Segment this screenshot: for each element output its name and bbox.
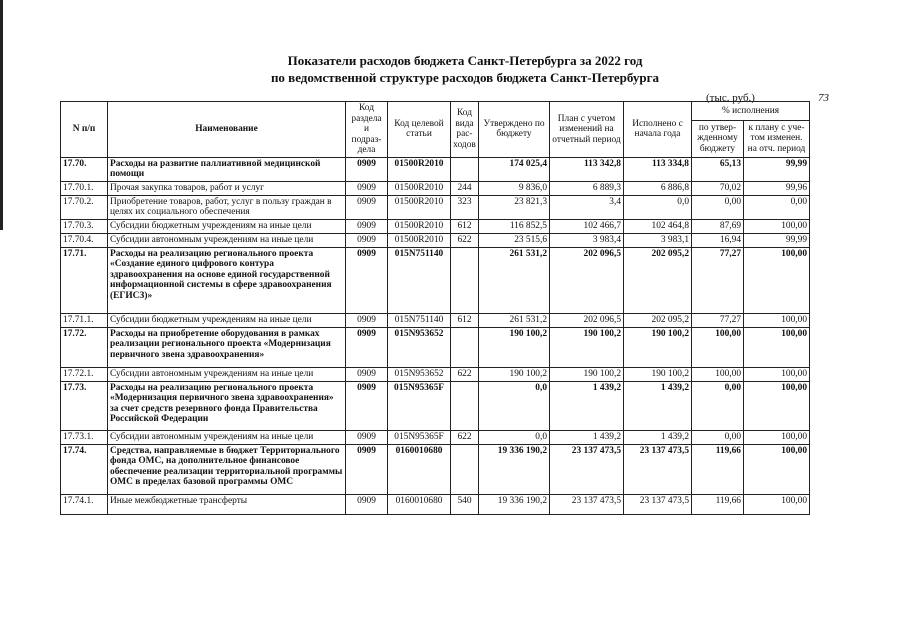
col-header-section: Код раздела и подраз-дела: [346, 102, 388, 158]
row-name: Субсидии автономным учреждениям на иные цели: [108, 430, 346, 444]
row-expense-type: 323: [451, 195, 479, 219]
row-name: Расходы на развитие паллиативной медицинской помощи: [108, 157, 346, 181]
row-pct-plan: 99,99: [744, 233, 810, 247]
col-header-plan: План с учетом изменений на отчетный период: [550, 102, 624, 158]
row-approved: 23 821,3: [479, 195, 550, 219]
row-number: 17.72.1.: [61, 367, 108, 381]
row-plan: 23 137 473,5: [550, 444, 624, 494]
row-expense-type: [451, 327, 479, 367]
row-expense-type: 612: [451, 219, 479, 233]
title-line-1: Показатели расходов бюджета Санкт-Петербурга за 2022 год: [287, 53, 643, 68]
row-executed: 190 100,2: [624, 327, 692, 367]
col-header-target: Код целевой статьи: [388, 102, 451, 158]
row-plan: 3 983,4: [550, 233, 624, 247]
table-row: [61, 181, 810, 195]
row-plan: 23 137 473,5: [550, 494, 624, 514]
row-section-code: 0909: [346, 313, 388, 327]
row-expense-type: 612: [451, 313, 479, 327]
row-executed: 190 100,2: [624, 367, 692, 381]
table-row: [61, 195, 810, 219]
row-executed: 6 886,8: [624, 181, 692, 195]
row-name: Иные межбюджетные трансферты: [108, 494, 346, 514]
page-number: 73: [818, 92, 829, 104]
row-executed: 1 439,2: [624, 430, 692, 444]
row-approved: 0,0: [479, 430, 550, 444]
row-expense-type: [451, 247, 479, 313]
row-name: Расходы на реализацию регионального проекта «Модернизация первичного звена здравоохранения» за счет средств резервного фонда Правительства Российской Федерации: [108, 381, 346, 430]
row-target-code: 01500R2010: [388, 195, 451, 219]
col-header-no: N п/п: [61, 102, 108, 158]
row-target-code: 01500R2010: [388, 219, 451, 233]
row-pct-plan: 99,96: [744, 181, 810, 195]
row-target-code: 015N95365F: [388, 381, 451, 430]
row-executed: 0,0: [624, 195, 692, 219]
table-row: [61, 494, 810, 514]
row-section-code: 0909: [346, 247, 388, 313]
table-row: [61, 381, 810, 430]
row-target-code: 0160010680: [388, 494, 451, 514]
row-executed: 202 095,2: [624, 313, 692, 327]
row-approved: 116 852,5: [479, 219, 550, 233]
row-section-code: 0909: [346, 494, 388, 514]
row-pct-plan: 99,99: [744, 157, 810, 181]
row-target-code: 015N953652: [388, 367, 451, 381]
row-executed: 23 137 473,5: [624, 494, 692, 514]
row-number: 17.70.4.: [61, 233, 108, 247]
scan-edge-mark: [0, 0, 3, 230]
row-pct-budget: 0,00: [692, 381, 744, 430]
title-line-2: по ведомственной структуре расходов бюджета Санкт-Петербурга: [270, 70, 660, 85]
row-target-code: 015N751140: [388, 247, 451, 313]
row-expense-type: 622: [451, 430, 479, 444]
row-pct-budget: 119,66: [692, 494, 744, 514]
row-number: 17.70.1.: [61, 181, 108, 195]
row-pct-budget: 100,00: [692, 367, 744, 381]
row-number: 17.73.: [61, 381, 108, 430]
row-number: 17.70.: [61, 157, 108, 181]
row-pct-plan: 100,00: [744, 219, 810, 233]
row-number: 17.74.: [61, 444, 108, 494]
row-name: Субсидии бюджетным учреждениям на иные цели: [108, 219, 346, 233]
table-row: [61, 367, 810, 381]
table-row: [61, 313, 810, 327]
row-approved: 261 531,2: [479, 247, 550, 313]
row-name: Субсидии автономным учреждениям на иные цели: [108, 367, 346, 381]
row-pct-plan: 100,00: [744, 430, 810, 444]
row-executed: 102 464,8: [624, 219, 692, 233]
row-name: Расходы на реализацию регионального проекта «Создание единого цифрового контура здравоохранения на основе единой государственной информационной системы в сфере здравоохранения (ЕГИСЗ)»: [108, 247, 346, 313]
row-pct-plan: 100,00: [744, 327, 810, 367]
row-plan: 190 100,2: [550, 367, 624, 381]
row-approved: 261 531,2: [479, 313, 550, 327]
row-pct-budget: 77,27: [692, 313, 744, 327]
row-target-code: 015N953652: [388, 327, 451, 367]
row-plan: 113 342,8: [550, 157, 624, 181]
row-target-code: 01500R2010: [388, 181, 451, 195]
row-target-code: 01500R2010: [388, 157, 451, 181]
row-target-code: 01500R2010: [388, 233, 451, 247]
row-approved: 190 100,2: [479, 327, 550, 367]
row-plan: 1 439,2: [550, 381, 624, 430]
row-name: Прочая закупка товаров, работ и услуг: [108, 181, 346, 195]
col-header-name: Наименование: [108, 102, 346, 158]
row-pct-plan: 100,00: [744, 247, 810, 313]
row-number: 17.71.1.: [61, 313, 108, 327]
row-pct-budget: 0,00: [692, 430, 744, 444]
row-section-code: 0909: [346, 157, 388, 181]
row-expense-type: [451, 381, 479, 430]
row-plan: 3,4: [550, 195, 624, 219]
row-pct-budget: 16,94: [692, 233, 744, 247]
row-plan: 6 889,3: [550, 181, 624, 195]
row-executed: 3 983,1: [624, 233, 692, 247]
row-pct-plan: 100,00: [744, 494, 810, 514]
row-plan: 1 439,2: [550, 430, 624, 444]
row-approved: 0,0: [479, 381, 550, 430]
row-expense-type: 540: [451, 494, 479, 514]
row-section-code: 0909: [346, 181, 388, 195]
row-name: Средства, направляемые в бюджет Территориального фонда ОМС, на дополнительное финансовое обеспечение реализации территориальной программы ОМС в пределах базовой программы ОМС: [108, 444, 346, 494]
row-executed: 202 095,2: [624, 247, 692, 313]
row-name: Субсидии автономным учреждениям на иные цели: [108, 233, 346, 247]
row-name: Приобретение товаров, работ, услуг в пользу граждан в целях их социального обеспечения: [108, 195, 346, 219]
row-name: Расходы на приобретение оборудования в рамках реализации регионального проекта «Модернизация первичного звена здравоохранения»: [108, 327, 346, 367]
table-row: [61, 430, 810, 444]
col-header-type: Код вида рас-ходов: [451, 102, 479, 158]
row-approved: 19 336 190,2: [479, 444, 550, 494]
row-section-code: 0909: [346, 430, 388, 444]
table-row: [61, 247, 810, 313]
table-row: [61, 157, 810, 181]
row-plan: 190 100,2: [550, 327, 624, 367]
row-plan: 202 096,5: [550, 313, 624, 327]
row-section-code: 0909: [346, 367, 388, 381]
row-executed: 1 439,2: [624, 381, 692, 430]
row-name: Субсидии бюджетным учреждениям на иные цели: [108, 313, 346, 327]
row-expense-type: 244: [451, 181, 479, 195]
row-section-code: 0909: [346, 233, 388, 247]
row-section-code: 0909: [346, 219, 388, 233]
row-pct-budget: 0,00: [692, 195, 744, 219]
col-header-pct-plan: к плану с уче-том изменен. на отч. период: [744, 120, 810, 157]
row-pct-plan: 100,00: [744, 367, 810, 381]
unit-label: (тыс. руб.): [706, 92, 755, 104]
row-number: 17.71.: [61, 247, 108, 313]
col-header-executed: Исполнено с начала года: [624, 102, 692, 158]
row-plan: 102 466,7: [550, 219, 624, 233]
row-pct-budget: 87,69: [692, 219, 744, 233]
col-header-pct-budget: по утвер-жденному бюджету: [692, 120, 744, 157]
col-header-percent-group: % исполнения: [692, 102, 810, 121]
row-plan: 202 096,5: [550, 247, 624, 313]
row-section-code: 0909: [346, 327, 388, 367]
row-number: 17.70.3.: [61, 219, 108, 233]
row-approved: 174 025,4: [479, 157, 550, 181]
row-expense-type: [451, 157, 479, 181]
table-row: [61, 444, 810, 494]
row-number: 17.72.: [61, 327, 108, 367]
row-approved: 9 836,0: [479, 181, 550, 195]
row-approved: 19 336 190,2: [479, 494, 550, 514]
row-section-code: 0909: [346, 444, 388, 494]
row-pct-plan: 100,00: [744, 313, 810, 327]
row-section-code: 0909: [346, 381, 388, 430]
row-pct-plan: 100,00: [744, 381, 810, 430]
row-target-code: 015N95365F: [388, 430, 451, 444]
row-pct-plan: 0,00: [744, 195, 810, 219]
row-section-code: 0909: [346, 195, 388, 219]
row-number: 17.70.2.: [61, 195, 108, 219]
row-approved: 190 100,2: [479, 367, 550, 381]
row-expense-type: 622: [451, 233, 479, 247]
col-header-approved: Утверждено по бюджету: [479, 102, 550, 158]
row-pct-budget: 65,13: [692, 157, 744, 181]
row-pct-budget: 100,00: [692, 327, 744, 367]
row-number: 17.74.1.: [61, 494, 108, 514]
table-row: [61, 327, 810, 367]
row-pct-budget: 119,66: [692, 444, 744, 494]
row-target-code: 0160010680: [388, 444, 451, 494]
row-number: 17.73.1.: [61, 430, 108, 444]
row-expense-type: 622: [451, 367, 479, 381]
row-pct-budget: 77,27: [692, 247, 744, 313]
row-executed: 23 137 473,5: [624, 444, 692, 494]
row-expense-type: [451, 444, 479, 494]
page-title: [160, 52, 770, 86]
row-approved: 23 515,6: [479, 233, 550, 247]
table-row: [61, 219, 810, 233]
row-target-code: 015N751140: [388, 313, 451, 327]
row-pct-plan: 100,00: [744, 444, 810, 494]
row-pct-budget: 70,02: [692, 181, 744, 195]
table-row: [61, 233, 810, 247]
budget-table: [60, 101, 810, 515]
row-executed: 113 334,8: [624, 157, 692, 181]
